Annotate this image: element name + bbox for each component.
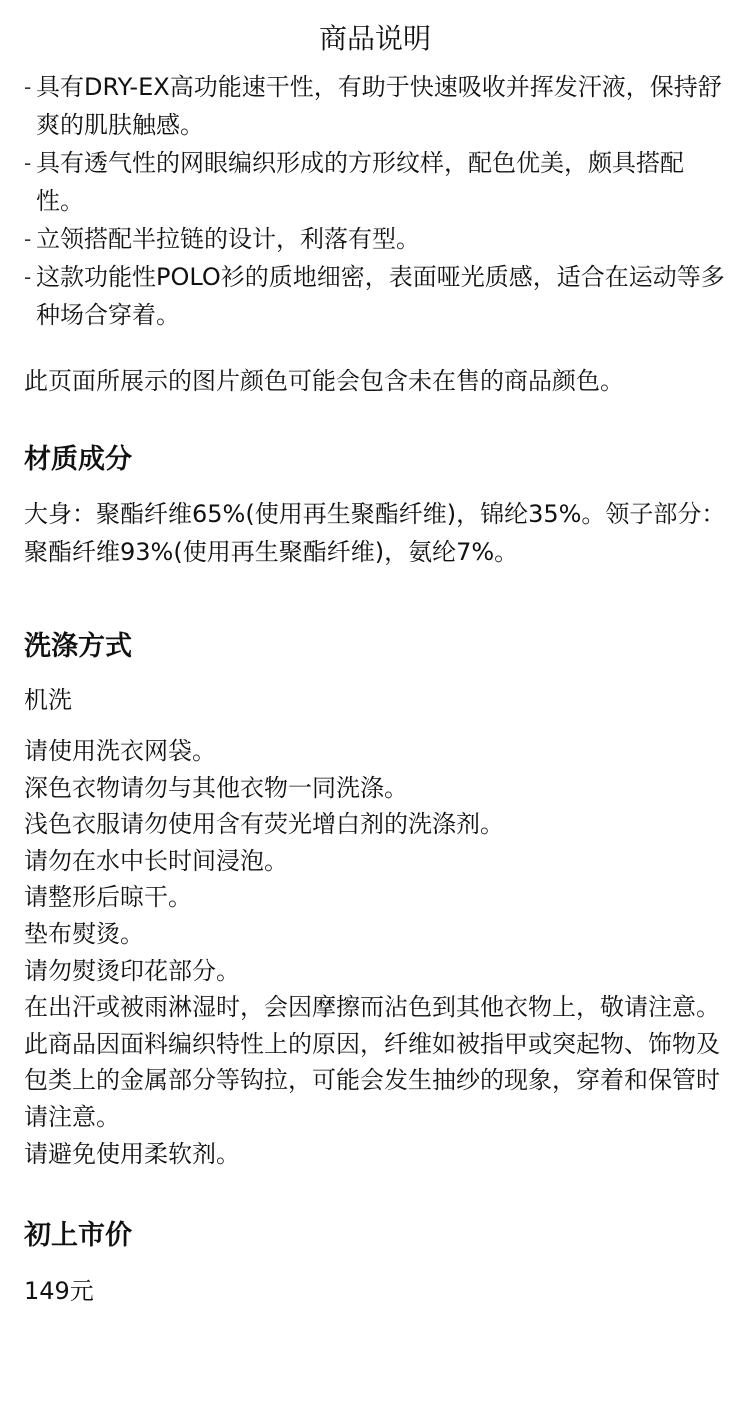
bullet-marker: - (24, 75, 32, 99)
bullet-marker: - (24, 227, 32, 251)
material-text: 大身：聚酯纤维65%(使用再生聚酯纤维)，锦纶35%。领子部分：聚酯纤维93%(使用再生聚酯纤维)，氨纶7%。 (24, 500, 726, 566)
bullet-marker: - (24, 265, 32, 289)
price-heading: 初上市价 (24, 1220, 132, 1252)
washing-instruction: 深色衣物请勿与其他衣物一同洗涤。 (24, 773, 408, 802)
washing-instruction: 垫布熨烫。 (24, 919, 144, 948)
washing-instructions (24, 733, 726, 1172)
feature-item (24, 68, 726, 144)
feature-text: 具有透气性的网眼编织形成的方形纹样，配色优美，颇具搭配性。 (36, 149, 684, 215)
washing-instruction: 浅色衣服请勿使用含有荧光增白剂的洗涤剂。 (24, 810, 504, 839)
washing-instruction: 此商品因面料编织特性上的原因，纤维如被指甲或突起物、饰物及包类上的金属部分等钩拉，可能会发生抽纱的现象，穿着和保管时请注意。 (24, 1029, 720, 1131)
washing-instruction: 请使用洗衣网袋。 (24, 737, 216, 765)
feature-item (24, 220, 726, 258)
feature-text: 立领搭配半拉链的设计，利落有型。 (36, 225, 420, 253)
color-disclaimer: 此页面所展示的图片颜色可能会包含未在售的商品颜色。 (24, 367, 624, 395)
washing-instruction: 请勿熨烫印花部分。 (24, 956, 240, 985)
washing-instruction: 请整形后晾干。 (24, 883, 192, 912)
feature-text: 这款功能性POLO衫的质地细密，表面哑光质感，适合在运动等多种场合穿着。 (36, 263, 725, 329)
bullet-marker: - (24, 151, 32, 175)
price-value: 149元 (24, 1277, 94, 1306)
material-heading: 材质成分 (24, 444, 132, 475)
washing-instruction: 在出汗或被雨淋湿时，会因摩擦而沾色到其他衣物上，敬请注意。 (24, 993, 720, 1022)
feature-list (24, 68, 726, 334)
page-title: 商品说明 (318, 22, 431, 55)
washing-method: 机洗 (24, 686, 72, 714)
feature-text: 具有DRY-EX高功能速干性，有助于快速吸收并挥发汗液，保持舒爽的肌肤触感。 (36, 73, 722, 139)
washing-instruction: 请勿在水中长时间浸泡。 (24, 846, 288, 875)
washing-instruction: 请避免使用柔软剂。 (24, 1139, 240, 1168)
feature-item (24, 258, 726, 334)
washing-heading: 洗涤方式 (24, 631, 132, 662)
feature-item (24, 144, 726, 220)
